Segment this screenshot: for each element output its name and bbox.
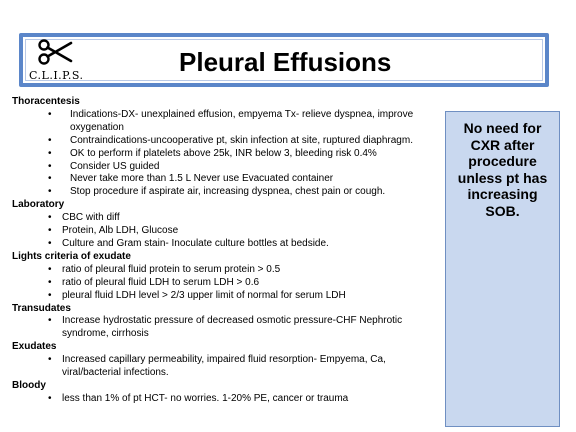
list-item: • pleural fluid LDH level > 2/3 upper limit of normal for serum LDH [12,290,440,303]
list-item: • less than 1% of pt HCT- no worries. 1-20% PE, cancer or trauma [12,393,440,406]
section-lights-criteria [12,251,440,303]
section-heading: Exudates [12,341,57,353]
callout-box [445,111,560,427]
list-item: • Indications-DX- unexplained effusion, empyema Tx- relieve dyspnea, improve oxygenation [12,109,440,135]
section-heading: Bloody [12,379,46,391]
bullet-list [12,212,440,251]
list-item: • Increased capillary permeability, impaired fluid resorption- Empyema, Ca, viral/bacterial infections. [12,354,440,380]
title-banner [19,33,549,87]
list-item: • Never take more than 1.5 L Never use Evacuated container [12,173,440,186]
list-item: • Stop procedure if aspirate air, increasing dyspnea, chest pain or cough. [12,186,440,199]
bullet-list [12,315,440,341]
list-item: • Consider US guided [12,161,440,174]
section-heading: Laboratory [12,199,65,211]
list-item: • Culture and Gram stain- Inoculate culture bottles at bedside. [12,238,440,251]
bullet-list [12,393,440,406]
clips-logo [29,39,89,85]
section-laboratory [12,199,440,251]
section-heading: Thoracentesis [12,96,80,107]
list-item: • ratio of pleural fluid LDH to serum LDH > 0.6 [12,277,440,290]
page-title: Pleural Effusions [179,47,392,77]
list-item: • Increase hydrostatic pressure of decreased osmotic pressure-CHF Nephrotic syndrome, cirrhosis [12,315,440,341]
section-exudates [12,341,440,380]
section-bloody [12,380,440,406]
bullet-list [12,264,440,303]
list-item: • OK to perform if platelets above 25k, INR below 3, bleeding risk 0.4% [12,148,440,161]
list-item: • Protein, Alb LDH, Glucose [12,225,440,238]
section-heading: Lights criteria of exudate [12,250,131,262]
callout-text: No need for CXR after procedure unless pt has increasing SOB. [457,120,548,219]
section-heading: Transudates [12,302,71,314]
bullet-list [12,109,440,199]
list-item: • ratio of pleural fluid protein to serum protein > 0.5 [12,264,440,277]
bullet-list [12,354,440,380]
logo-text: C.L.I.P.S. [29,69,84,82]
list-item: • CBC with diff [12,212,440,225]
scissors-icon [37,39,73,65]
notes-body [12,96,440,406]
list-item: • Contraindications-uncooperative pt, skin infection at site, ruptured diaphragm. [12,135,440,148]
section-transudates [12,303,440,342]
section-thoracentesis [12,96,440,199]
